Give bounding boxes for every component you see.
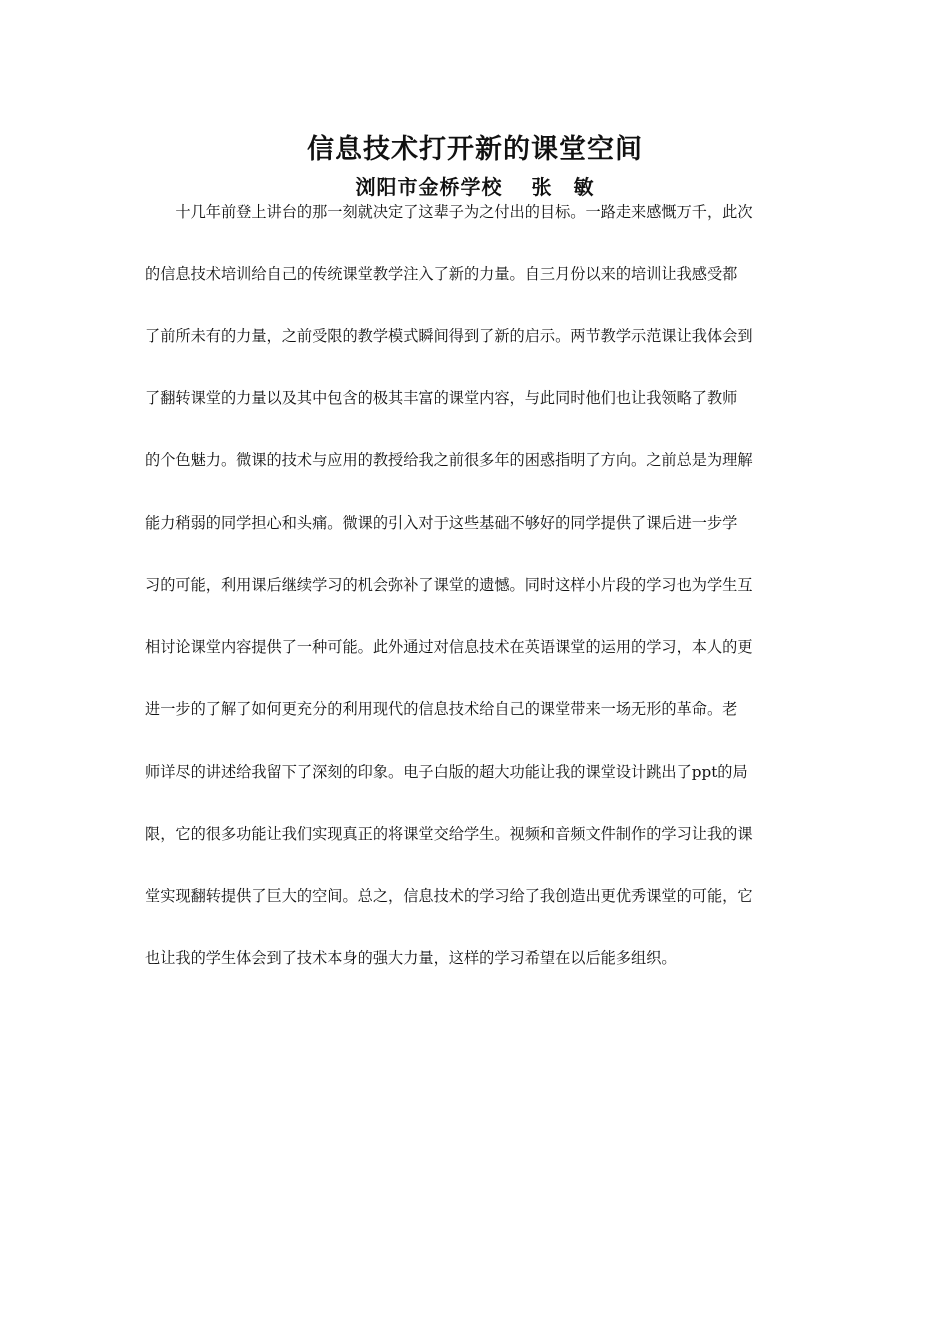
body-line: 习的可能，利用课后继续学习的机会弥补了课堂的遗憾。同时这样小片段的学习也为学生互 — [145, 576, 753, 594]
body-line: 相讨论课堂内容提供了一种可能。此外通过对信息技术在英语课堂的运用的学习，本人的更 — [145, 638, 753, 656]
body-line: 师详尽的讲述给我留下了深刻的印象。电子白版的超大功能让我的课堂设计跳出了ppt的局 — [145, 763, 748, 781]
body-line: 能力稍弱的同学担心和头痛。微课的引入对于这些基础不够好的同学提供了课后进一步学 — [145, 514, 738, 532]
body-line: 堂实现翻转提供了巨大的空间。总之，信息技术的学习给了我创造出更优秀课堂的可能，它 — [145, 887, 753, 905]
author-name: 张 敏 — [531, 175, 595, 199]
school-name: 浏阳市金桥学校 — [355, 175, 503, 199]
body-line: 了前所未有的力量，之前受限的教学模式瞬间得到了新的启示。两节教学示范课让我体会到 — [145, 327, 753, 345]
body-line: 了翻转课堂的力量以及其中包含的极其丰富的课堂内容，与此同时他们也让我领略了教师 — [145, 389, 738, 407]
body-line: 进一步的了解了如何更充分的利用现代的信息技术给自己的课堂带来一场无形的革命。老 — [145, 700, 738, 718]
body-line: 的个色魅力。微课的技术与应用的教授给我之前很多年的困惑指明了方向。之前总是为理解 — [145, 451, 753, 469]
body-line: 的信息技术培训给自己的传统课堂教学注入了新的力量。自三月份以来的培训让我感受都 — [145, 265, 738, 283]
body-line: 也让我的学生体会到了技术本身的强大力量，这样的学习希望在以后能多组织。 — [145, 949, 677, 967]
document-title: 信息技术打开新的课堂空间 — [307, 134, 643, 165]
author-byline — [0, 172, 950, 202]
body-line: 十几年前登上讲台的那一刻就决定了这辈子为之付出的目标。一路走来感慨万千，此次 — [145, 203, 753, 221]
body-line: 限，它的很多功能让我们实现真正的将课堂交给学生。视频和音频文件制作的学习让我的课 — [145, 825, 753, 843]
